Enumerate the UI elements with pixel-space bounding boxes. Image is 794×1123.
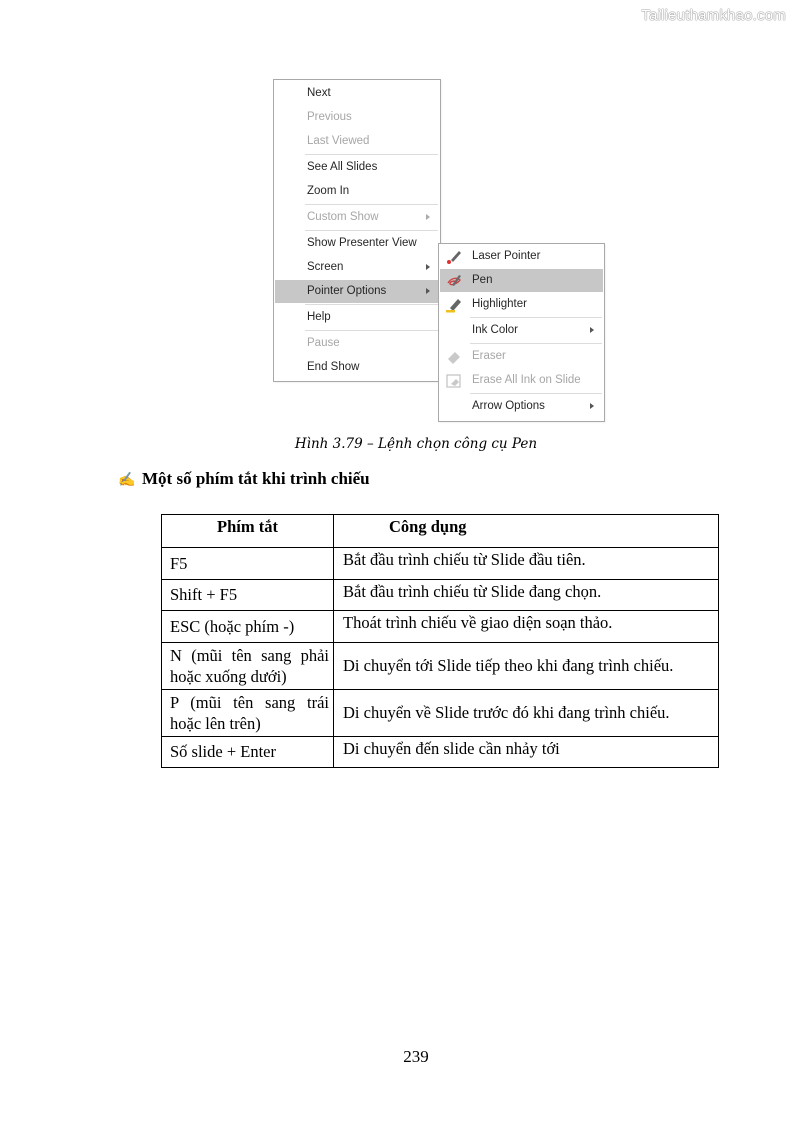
submenu-arrow-icon xyxy=(590,403,594,409)
section-heading-text: Một số phím tắt khi trình chiếu xyxy=(142,469,370,488)
menu-item-label: Next xyxy=(307,87,331,99)
watermark: Tailieuthamkhao.com xyxy=(641,7,786,24)
menu-item-next[interactable] xyxy=(275,82,439,105)
menu-item-label: Arrow Options xyxy=(472,400,545,412)
section-heading xyxy=(118,469,370,489)
menu-item-label: Pause xyxy=(307,337,340,349)
table-cell-usage: Bắt đầu trình chiếu từ Slide đầu tiên. xyxy=(334,548,719,580)
table-cell-shortcut: ESC (hoặc phím -) xyxy=(162,611,334,643)
menu-item-label: Last Viewed xyxy=(307,135,370,147)
column-header-shortcut: Phím tắt xyxy=(162,515,334,548)
menu-separator xyxy=(305,330,438,331)
menu-item-label: Ink Color xyxy=(472,324,519,336)
submenu-arrow-icon xyxy=(590,327,594,333)
menu-item-label: Custom Show xyxy=(307,211,379,223)
slideshow-context-menu xyxy=(273,79,441,382)
menu-item-ink-color[interactable] xyxy=(440,319,603,342)
submenu-arrow-icon xyxy=(426,214,430,220)
menu-item-label: Laser Pointer xyxy=(472,250,541,262)
menu-separator xyxy=(305,230,438,231)
table-cell-shortcut: F5 xyxy=(162,548,334,580)
menu-item-erase-all-ink[interactable] xyxy=(440,369,603,392)
pen-icon xyxy=(445,272,463,289)
menu-item-label: Help xyxy=(307,311,331,323)
menu-item-show-presenter-view[interactable] xyxy=(275,232,439,255)
menu-item-label: Pointer Options xyxy=(307,285,387,297)
table-cell-usage: Bắt đầu trình chiếu từ Slide đang chọn. xyxy=(334,580,719,611)
submenu-arrow-icon xyxy=(426,288,430,294)
pencil-bullet-icon: ✍ xyxy=(118,473,136,488)
menu-item-label: Screen xyxy=(307,261,344,273)
menu-item-label: Pen xyxy=(472,274,493,286)
table-row xyxy=(162,548,719,580)
table-cell-usage: Di chuyển về Slide trước đó khi đang trình chiếu. xyxy=(334,690,719,737)
menu-separator xyxy=(470,317,602,318)
table-cell-shortcut: N (mũi tên sang phải hoặc xuống dưới) xyxy=(162,643,334,690)
shortcut-table xyxy=(161,514,719,768)
menu-item-screen[interactable] xyxy=(275,256,439,279)
menu-item-label: Zoom In xyxy=(307,185,350,197)
menu-item-pause[interactable] xyxy=(275,332,439,355)
table-row xyxy=(162,611,719,643)
table-row xyxy=(162,690,719,737)
menu-separator xyxy=(470,393,602,394)
menu-separator xyxy=(305,304,438,305)
menu-item-eraser[interactable] xyxy=(440,345,603,368)
pointer-options-submenu xyxy=(438,243,605,422)
table-cell-shortcut: Số slide + Enter xyxy=(162,737,334,768)
menu-item-custom-show[interactable] xyxy=(275,206,439,229)
table-cell-usage: Di chuyển đến slide cần nhảy tới xyxy=(334,737,719,768)
table-cell-shortcut: P (mũi tên sang trái hoặc lên trên) xyxy=(162,690,334,737)
table-row xyxy=(162,737,719,768)
highlighter-icon xyxy=(445,296,463,313)
menu-item-label: End Show xyxy=(307,361,360,373)
page-number: 239 xyxy=(403,1047,429,1066)
menu-item-highlighter[interactable] xyxy=(440,293,603,316)
erase-all-ink-icon xyxy=(445,372,463,389)
menu-item-label: Erase All Ink on Slide xyxy=(472,374,581,386)
table-row xyxy=(162,643,719,690)
laser-pointer-icon xyxy=(445,248,463,265)
table-cell-usage: Thoát trình chiếu về giao diện soạn thảo. xyxy=(334,611,719,643)
menu-item-end-show[interactable] xyxy=(275,356,439,379)
menu-item-pen[interactable] xyxy=(440,269,603,292)
menu-item-label: Show Presenter View xyxy=(307,237,417,249)
menu-item-previous[interactable] xyxy=(275,106,439,129)
menu-item-label: Highlighter xyxy=(472,298,527,310)
figure-caption: Hình 3.79 – Lệnh chọn công cụ Pen xyxy=(294,436,538,452)
menu-item-help[interactable] xyxy=(275,306,439,329)
menu-item-see-all-slides[interactable] xyxy=(275,156,439,179)
menu-item-arrow-options[interactable] xyxy=(440,395,603,418)
table-cell-shortcut: Shift + F5 xyxy=(162,580,334,611)
menu-item-last-viewed[interactable] xyxy=(275,130,439,153)
column-header-usage: Công dụng xyxy=(334,515,719,548)
menu-separator xyxy=(305,154,438,155)
submenu-arrow-icon xyxy=(426,264,430,270)
menu-item-label: Previous xyxy=(307,111,352,123)
table-header-row xyxy=(162,515,719,548)
menu-item-zoom-in[interactable] xyxy=(275,180,439,203)
menu-item-pointer-options[interactable] xyxy=(275,280,439,303)
menu-item-label: See All Slides xyxy=(307,161,378,173)
menu-item-laser-pointer[interactable] xyxy=(440,245,603,268)
table-cell-usage: Di chuyển tới Slide tiếp theo khi đang trình chiếu. xyxy=(334,643,719,690)
menu-item-label: Eraser xyxy=(472,350,506,362)
table-row xyxy=(162,580,719,611)
menu-separator xyxy=(305,204,438,205)
eraser-icon xyxy=(445,348,463,365)
menu-separator xyxy=(470,343,602,344)
